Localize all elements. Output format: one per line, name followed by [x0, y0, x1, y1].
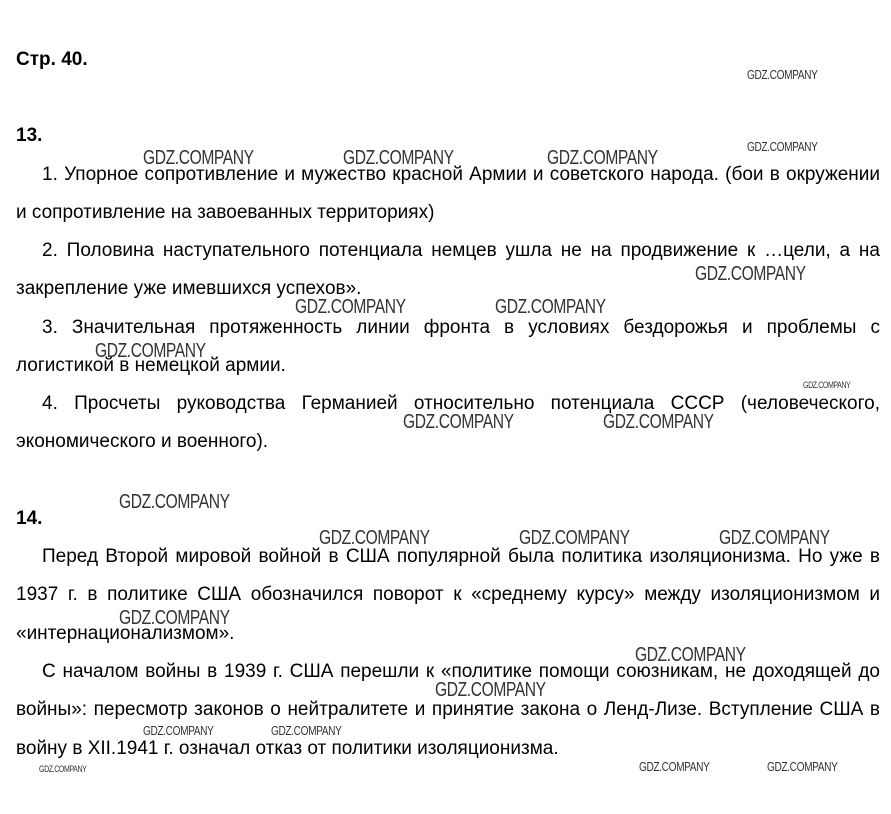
watermark: GDZ.COMPANY [403, 411, 514, 433]
task-13-item-2: 2. Половина наступательного потенциала немцев ушла не на продвижение к …цели, а на закрепление уже имевшихся успехов». [16, 240, 880, 300]
watermark: GDZ.COMPANY [519, 527, 630, 549]
watermark: GDZ.COMPANY [319, 527, 430, 549]
task-13-item-4: 4. Просчеты руководства Германией относительно потенциала СССР (человеческого, экономического и военного). [16, 393, 880, 453]
watermark: GDZ.COMPANY [271, 723, 342, 738]
watermark: GDZ.COMPANY [639, 759, 710, 774]
watermark: GDZ.COMPANY [143, 147, 254, 169]
watermark: GDZ.COMPANY [343, 147, 454, 169]
task-14-paragraph-2: С началом войны в 1939 г. США перешли к «политике помощи союзникам, не доходящей до войны»: пересмотр законов о нейтралитете и принятие закона о Ленд-Лизе. Вступление США в войну в XII.1941 г. означал отказ от политики изоляционизма. [16, 661, 880, 759]
task-14-paragraph-1: Перед Второй мировой войной в США популярной была политика изоляционизма. Но уже в 1937 г. в политике США обозначился поворот к «среднему курсу» между изоляционизмом и «интернационализмом». [16, 546, 880, 644]
watermark: GDZ.COMPANY [435, 679, 546, 701]
watermark: GDZ.COMPANY [95, 340, 206, 362]
watermark: GDZ.COMPANY [547, 147, 658, 169]
watermark: GDZ.COMPANY [747, 139, 818, 154]
watermark: GDZ.COMPANY [747, 67, 818, 82]
watermark: GDZ.COMPANY [295, 296, 406, 318]
watermark: GDZ.COMPANY [495, 296, 606, 318]
watermark: GDZ.COMPANY [143, 723, 214, 738]
watermark: GDZ.COMPANY [119, 491, 230, 513]
watermark: GDZ.COMPANY [695, 263, 806, 285]
watermark: GDZ.COMPANY [39, 764, 87, 774]
page-label: Стр. 40. [16, 49, 88, 70]
task-13-item-3: 3. Значительная протяженность линии фронта в условиях бездорожья и проблемы с логистикой в немецкой армии. [16, 317, 880, 377]
watermark: GDZ.COMPANY [719, 527, 830, 549]
task-13-item-1: 1. Упорное сопротивление и мужество красной Армии и советского народа. (бои в окружении и сопротивление на завоеванных территориях) [16, 164, 880, 224]
watermark: GDZ.COMPANY [635, 644, 746, 666]
watermark: GDZ.COMPANY [767, 759, 838, 774]
task-13-number: 13. [16, 125, 43, 146]
watermark: GDZ.COMPANY [803, 380, 851, 390]
task-14-number: 14. [16, 508, 43, 529]
watermark: GDZ.COMPANY [119, 607, 230, 629]
watermark: GDZ.COMPANY [603, 411, 714, 433]
